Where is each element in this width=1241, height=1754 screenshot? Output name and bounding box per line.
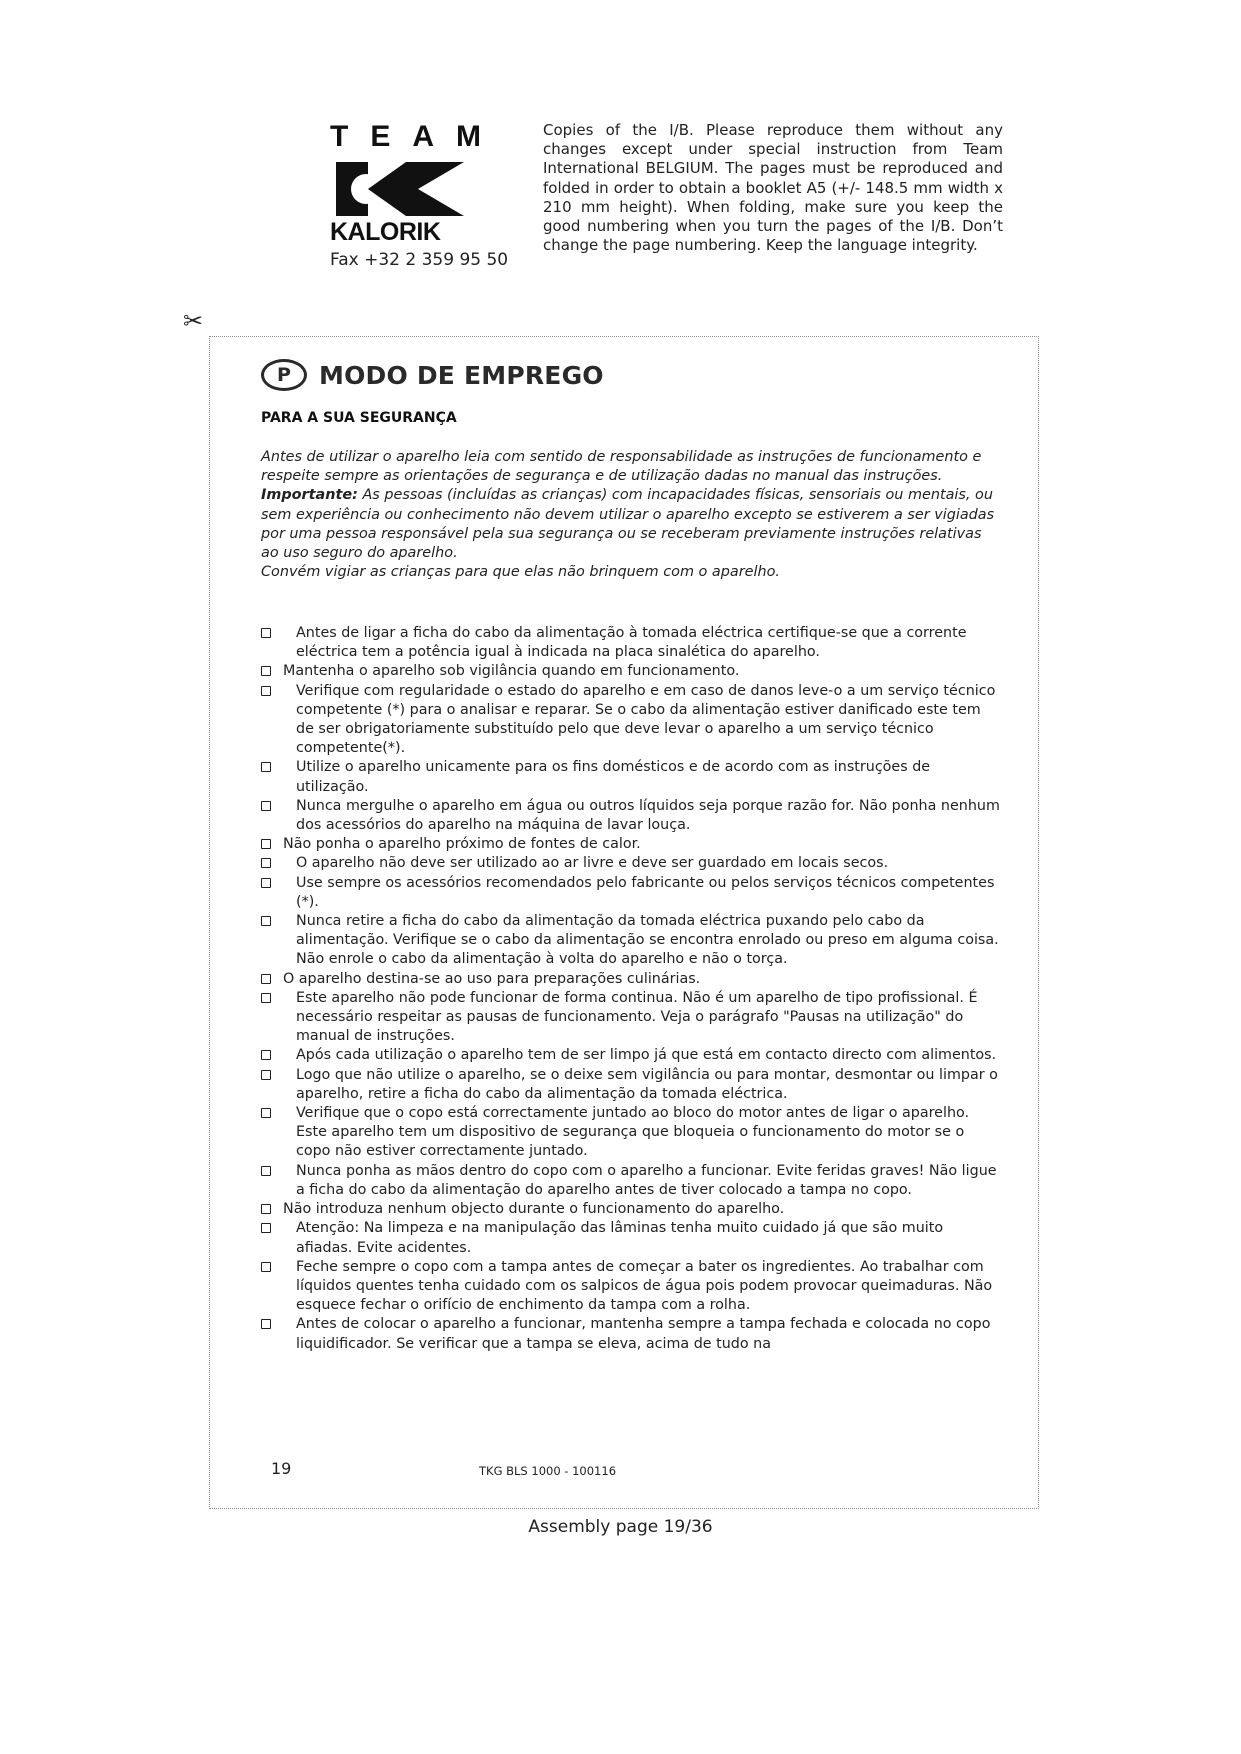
list-item [261, 970, 1001, 989]
list-item [261, 1219, 1001, 1257]
checkbox-bullet-icon [261, 801, 271, 811]
checkbox-bullet-icon [261, 1166, 271, 1176]
rule-text: Feche sempre o copo com a tampa antes de começar a bater os ingredientes. Ao trabalhar com líquidos quentes tenha cuidado com os salpicos de água pois podem provocar queimaduras. Não esquece fechar o orifício de enchimento da tampa com a rolha. [296, 1258, 993, 1314]
supervision-paragraph: Convém vigiar as crianças para que elas não brinquem com o aparelho. [261, 564, 780, 581]
team-kalorik-logo [330, 120, 503, 247]
rule-text: Mantenha o aparelho sob vigilância quando em funcionamento. [283, 663, 740, 680]
logo-k-icon [336, 162, 464, 216]
checkbox-bullet-icon [261, 1223, 271, 1233]
safety-rules-list [261, 624, 1001, 1354]
rule-text: Atenção: Na limpeza e na manipulação das lâminas tenha muito cuidado já que são muito afiadas. Evite acidentes. [296, 1220, 944, 1256]
rule-text: Verifique com regularidade o estado do aparelho e em caso de danos leve-o a um serviço técnico competente (*) para o analisar e reparar. Se o cabo da alimentação estiver danificado este tem de ser obrigatoriamente substituído pelo que deve levar o aparelho a um serviço técnico competente(*). [296, 682, 996, 757]
page-title [261, 357, 604, 393]
list-item [261, 989, 1001, 1047]
checkbox-bullet-icon [261, 916, 271, 926]
checkbox-bullet-icon [261, 1319, 271, 1329]
logo-kalorik-text: KALORIK [330, 218, 441, 246]
rule-text: Antes de colocar o aparelho a funcionar, mantenha sempre a tampa fechada e colocada no copo liquidificador. Se verificar que a tampa se eleva, acima de tudo na [296, 1316, 991, 1352]
list-item [261, 758, 1001, 796]
rule-text: Nunca mergulhe o aparelho em água ou outros líquidos seja porque razão for. Não ponha nenhum dos acessórios do aparelho na máquina de lavar louça. [296, 797, 1000, 834]
checkbox-bullet-icon [261, 1108, 271, 1118]
checkbox-bullet-icon [261, 1204, 271, 1214]
list-item [261, 682, 1001, 759]
rule-text: Não ponha o aparelho próximo de fontes de calor. [283, 836, 641, 853]
important-paragraph [261, 486, 996, 563]
checkbox-bullet-icon [261, 839, 271, 849]
rule-text: Logo que não utilize o aparelho, se o deixe sem vigilância ou para montar, desmontar ou limpar o aparelho, retire a ficha do cabo da alimentação da tomada eléctrica. [296, 1066, 998, 1102]
intro-paragraph: Antes de utilizar o aparelho leia com sentido de responsabilidade as instruções de funcionamento e respeite sempre as orientações de segurança e de utilização dadas no manual das instruções. [261, 449, 982, 485]
logo-team-text: TEAM [330, 120, 503, 153]
important-label: Importante: [261, 487, 358, 504]
list-item [261, 1258, 1001, 1316]
rule-text: Nunca retire a ficha do cabo da alimentação da tomada eléctrica puxando pelo cabo da alimentação. Verifique se o cabo da alimentação se encontra enrolado ou preso em alguma coisa. Não enrole o cabo da alimentação à volta do aparelho e não o torça. [296, 913, 999, 968]
checkbox-bullet-icon [261, 858, 271, 868]
rule-text: Nunca ponha as mãos dentro do copo com o aparelho a funcionar. Evite feridas graves! Não ligue a ficha do cabo da alimentação do aparelho antes de tiver colocado a tampa no copo. [296, 1162, 997, 1198]
assembly-page-label: Assembly page 19/36 [528, 1517, 713, 1537]
list-item [261, 1104, 1001, 1162]
list-item [261, 835, 1001, 854]
checkbox-bullet-icon [261, 686, 271, 696]
important-text: As pessoas (incluídas as crianças) com incapacidades físicas, sensoriais ou mentais, ou sem experiência ou conhecimento não devem utilizar o aparelho excepto se estiverem a ser vigiadas por uma pessoa responsável pela sua segurança ou se receberam previamente instruções relativas ao uso seguro do aparelho. [261, 487, 995, 562]
checkbox-bullet-icon [261, 974, 271, 984]
rule-text: Não introduza nenhum objecto durante o funcionamento do aparelho. [283, 1201, 785, 1218]
page-number: 19 [271, 1459, 292, 1478]
checkbox-bullet-icon [261, 1070, 271, 1080]
language-badge: P [261, 359, 307, 391]
list-item [261, 912, 1001, 970]
list-item [261, 854, 1001, 873]
model-code: TKG BLS 1000 - 100116 [479, 1464, 617, 1478]
list-item [261, 1066, 1001, 1104]
checkbox-bullet-icon [261, 666, 271, 676]
checkbox-bullet-icon [261, 878, 271, 888]
rule-text: O aparelho destina-se ao uso para preparações culinárias. [283, 970, 701, 987]
intro-text [261, 448, 996, 582]
rule-text: O aparelho não deve ser utilizado ao ar livre e deve ser guardado em locais secos. [296, 855, 889, 872]
rule-text: Após cada utilização o aparelho tem de ser limpo já que está em contacto directo com alimentos. [296, 1047, 997, 1064]
page-title-text: MODO DE EMPREGO [319, 360, 604, 390]
rule-text: Use sempre os acessórios recomendados pelo fabricante ou pelos serviços técnicos competentes (*). [296, 874, 995, 910]
list-item [261, 1200, 1001, 1219]
rule-text: Antes de ligar a ficha do cabo da alimentação à tomada eléctrica certifique-se que a corrente eléctrica tem a potência igual à indicada na placa sinalética do aparelho. [296, 625, 967, 661]
list-item [261, 662, 1001, 681]
list-item [261, 624, 1001, 662]
list-item [261, 874, 1001, 912]
checkbox-bullet-icon [261, 628, 271, 638]
checkbox-bullet-icon [261, 762, 271, 772]
checkbox-bullet-icon [261, 1050, 271, 1060]
rule-text: Verifique que o copo está correctamente juntado ao bloco do motor antes de ligar o aparelho. Este aparelho tem um dispositivo de segurança que bloqueia o funcionamento do motor se o copo não estiver correctamente juntado. [296, 1105, 970, 1160]
list-item [261, 797, 1001, 835]
checkbox-bullet-icon [261, 993, 271, 1003]
fax-number: Fax +32 2 359 95 50 [330, 250, 509, 270]
list-item [261, 1315, 1001, 1353]
list-item [261, 1162, 1001, 1200]
section-heading: PARA A SUA SEGURANÇA [261, 410, 457, 426]
rule-text: Este aparelho não pode funcionar de forma continua. Não é um aparelho de tipo profissional. É necessário respeitar as pausas de funcionamento. Veja o parágrafo "Pausas na utilização" do manual de instruções. [296, 989, 978, 1045]
list-item [261, 1046, 1001, 1065]
scissors-icon: ✂ [183, 307, 204, 335]
rule-text: Utilize o aparelho unicamente para os fins domésticos e de acordo com as instruções de utilização. [296, 759, 931, 795]
copy-instructions: Copies of the I/B. Please reproduce them without any changes except under special instruction from Team International BELGIUM. The pages must be reproduced and folded in order to obtain a booklet A5 (+/- 148.5 mm width x 210 mm height). When folding, make sure you keep the good numbering when you turn the pages of the I/B. Don’t change the page numbering. Keep the language integrity. [543, 121, 1003, 255]
checkbox-bullet-icon [261, 1262, 271, 1272]
